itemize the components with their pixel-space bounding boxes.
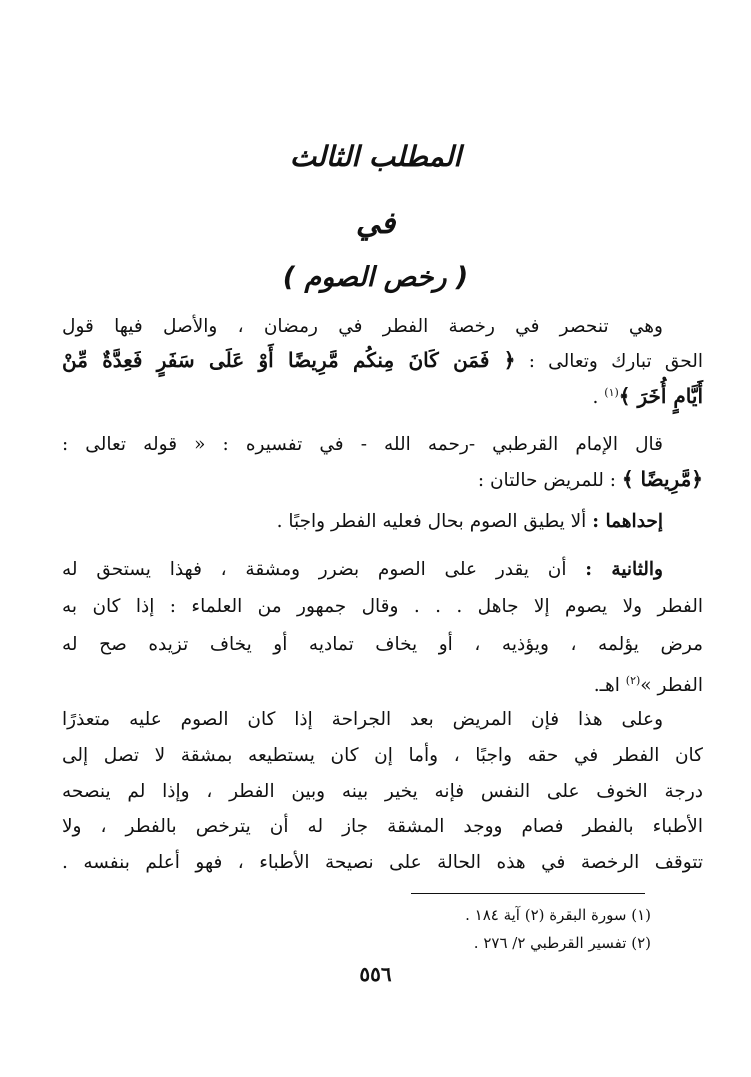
footnote-1: (١) سورة البقرة (٢) آية ١٨٤ . bbox=[465, 906, 651, 924]
para5-line4: الأطباء بالفطر فصام ووجد المشقة جاز له أن يترخص بالفطر ، ولا bbox=[62, 816, 703, 837]
page-number: ٥٥٦ bbox=[359, 962, 392, 986]
para1-line3-end: . bbox=[592, 387, 605, 409]
para3-line1 bbox=[62, 507, 663, 537]
para3-lead: إحداهما : bbox=[592, 511, 663, 532]
para5-line5: تتوقف الرخصة في هذه الحالة على نصيحة الأطباء ، فهو أعلم بنفسه . bbox=[62, 852, 703, 873]
para4-lead: والثانية : bbox=[585, 559, 663, 580]
para4-line2: الفطر ولا يصوم إلا جاهل . . . وقال جمهور من العلماء : إذا كان به bbox=[62, 596, 703, 617]
footnote-ref-2: (٢) bbox=[625, 674, 641, 687]
footnote-ref-1: (١) bbox=[604, 386, 619, 399]
para3-text: ألا يطيق الصوم بحال فعليه الفطر واجبًا . bbox=[276, 511, 593, 532]
para2-line2 bbox=[62, 464, 703, 496]
para1-line2-text: الحق تبارك وتعالى : bbox=[528, 351, 703, 372]
section-title-connector: في bbox=[355, 206, 396, 241]
para4-line1-text: أن يقدر على الصوم بضرر ومشقة ، فهذا يستحق له bbox=[62, 559, 586, 580]
para5-line3: درجة الخوف على النفس فإنه يخير بينه وبين الفطر ، وإذا لم ينصحه bbox=[62, 781, 703, 802]
para2-line1: قال الإمام القرطبي -رحمه الله - في تفسيره : « قوله تعالى : bbox=[62, 434, 663, 455]
footnote-2: (٢) تفسير القرطبي ٢/ ٢٧٦ . bbox=[473, 934, 651, 952]
para2-line2-text: : للمريض حالتان : bbox=[477, 470, 622, 491]
section-title: المطلب الثالث bbox=[289, 140, 462, 173]
para4-line4-text: الفطر » bbox=[640, 675, 703, 697]
quran-verse-end: أَيَّامٍ أُخَرَ ﴾ bbox=[618, 384, 703, 409]
para4-line4 bbox=[62, 666, 703, 701]
footnote-divider bbox=[411, 893, 645, 894]
para1-line1: وهي تنحصر في رخصة الفطر في رمضان ، والأصل فيها قول bbox=[62, 316, 663, 337]
para4-line4-end: اهـ. bbox=[593, 675, 626, 697]
para1-line3 bbox=[62, 378, 703, 413]
para5-line1: وعلى هذا فإن المريض بعد الجراحة إذا كان الصوم عليه متعذرًا bbox=[62, 709, 663, 730]
quran-word: ﴿مَّرِيضًا ﴾ bbox=[621, 467, 703, 491]
para5-line2: كان الفطر في حقه واجبًا ، وأما إن كان يستطيعه بمشقة لا تصل إلى bbox=[62, 745, 703, 766]
section-subtitle: ( رخص الصوم ) bbox=[282, 262, 469, 293]
para1-line2 bbox=[62, 345, 703, 377]
quran-verse: ﴿ فَمَن كَانَ مِنكُم مَّرِيضًا أَوْ عَلَى سَفَرٍ فَعِدَّةٌ مِّنْ bbox=[62, 348, 516, 372]
para4-line1 bbox=[62, 555, 663, 585]
para4-line3: مرض يؤلمه ، ويؤذيه ، أو يخاف تماديه أو يخاف تزيده صح له bbox=[62, 634, 703, 655]
